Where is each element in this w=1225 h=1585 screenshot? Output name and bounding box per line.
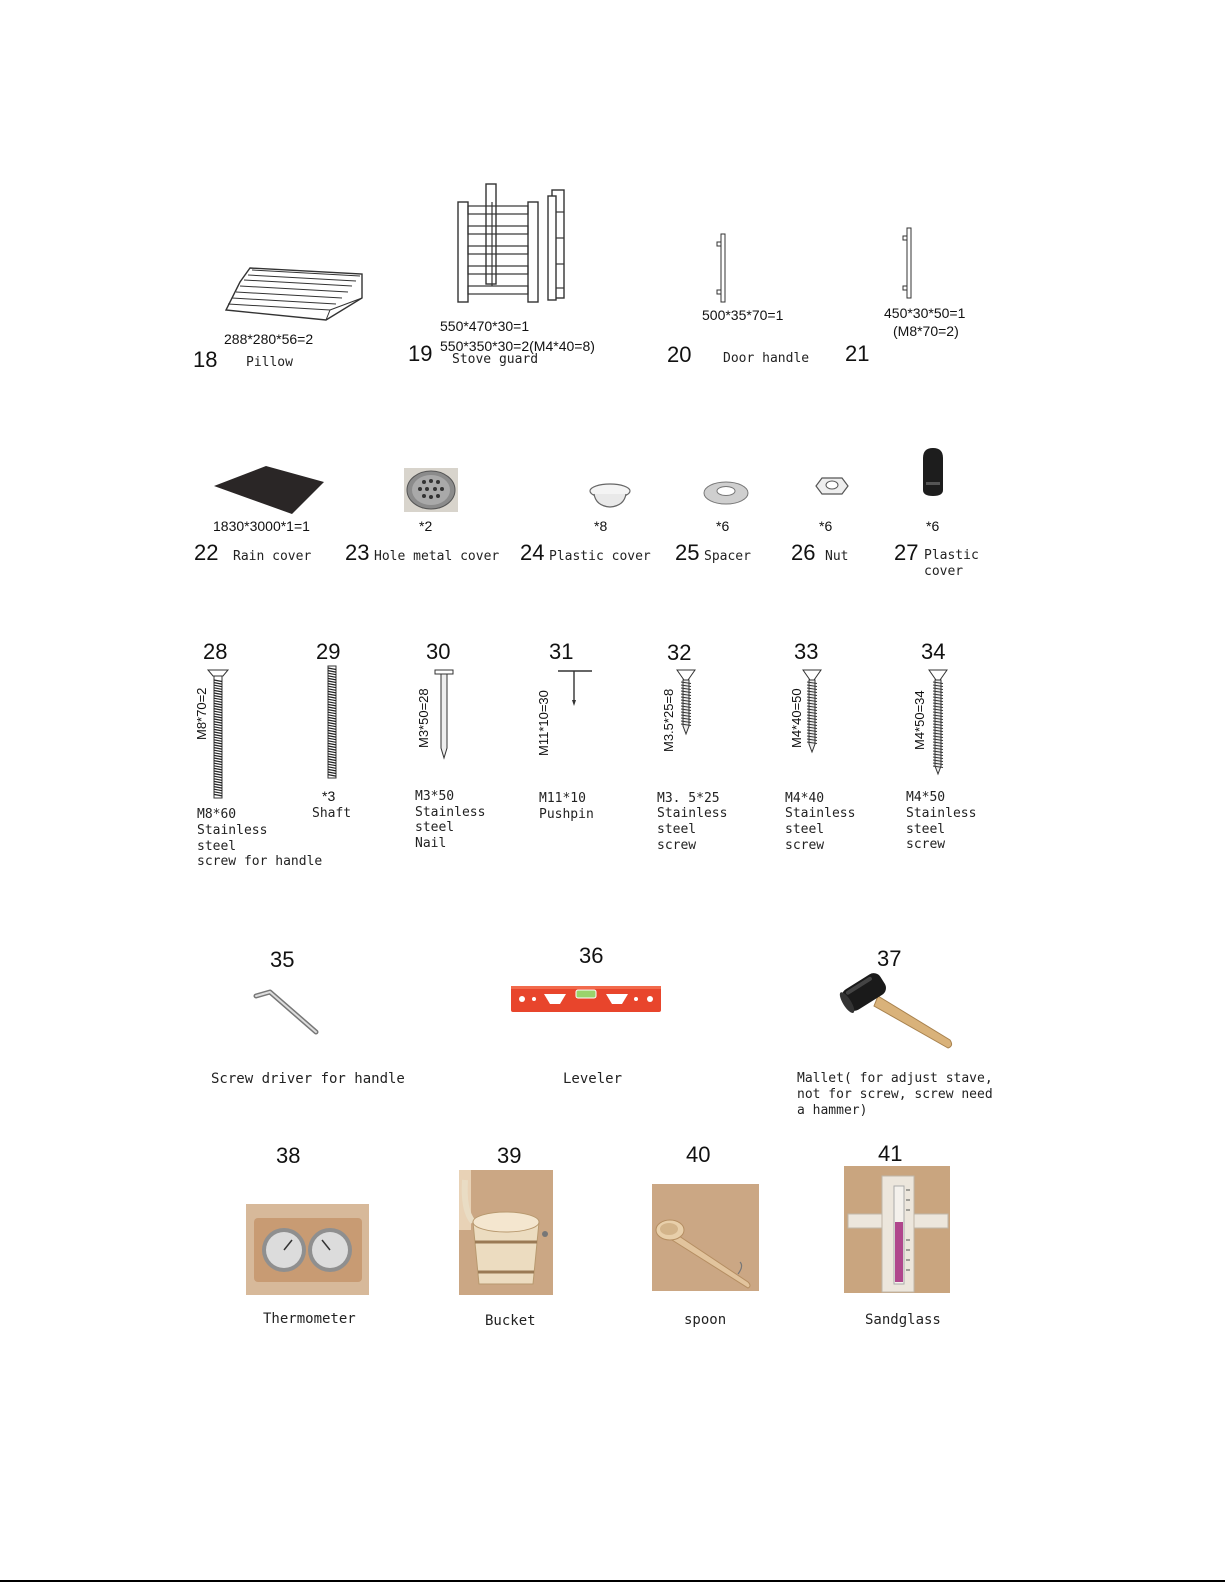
part-41-number: 41 — [878, 1141, 903, 1166]
part-38-name: Thermometer — [263, 1311, 356, 1327]
part-20-number: 20 — [667, 342, 692, 367]
part-35-name: Screw driver for handle — [211, 1071, 405, 1087]
part-36-name: Leveler — [563, 1071, 623, 1087]
sandglass-photo — [844, 1166, 950, 1293]
handle-icon — [902, 226, 916, 300]
page-bottom-rule — [0, 1580, 1225, 1582]
thermometer-photo — [246, 1204, 369, 1295]
part-32-vertical-dimension: M3.5*25=8 — [661, 688, 676, 752]
part-28-label-line-2: Stainless — [197, 823, 268, 838]
part-35-number: 35 — [270, 947, 295, 972]
plastic-cover-icon — [920, 446, 946, 498]
part-26-quantity: *6 — [819, 518, 833, 534]
part-28-vertical-dimension: M8*70=2 — [194, 687, 209, 740]
part-30-label-line-3: steel — [415, 820, 455, 835]
part-23-number: 23 — [345, 540, 370, 565]
part-18-name: Pillow — [246, 355, 293, 370]
part-39-name: Bucket — [485, 1313, 536, 1329]
part-34-number: 34 — [921, 639, 946, 664]
bucket-photo — [459, 1170, 553, 1295]
part-33-label-line-1: M4*40 — [785, 791, 825, 806]
plastic-cap-icon — [588, 482, 632, 510]
part-31-label-line-1: M11*10 — [539, 791, 586, 806]
part-21-dimension-1: 450*30*50=1 — [884, 305, 966, 321]
washer-icon — [702, 480, 750, 506]
part-27-quantity: *6 — [926, 518, 940, 534]
part-24-number: 24 — [520, 540, 545, 565]
part-34-label-line-3: steel — [906, 822, 946, 837]
part-29-name: Shaft — [312, 806, 352, 821]
part-19-dimension-1: 550*470*30=1 — [440, 318, 530, 334]
part-28-label-line-1: M8*60 — [197, 807, 237, 822]
shaft-icon — [326, 664, 338, 780]
spoon-photo — [652, 1184, 759, 1291]
part-34-label-line-2: Stainless — [906, 806, 977, 821]
screw-icon — [928, 668, 948, 776]
part-36-number: 36 — [579, 943, 604, 968]
part-30-vertical-dimension: M3*50=28 — [416, 688, 431, 748]
screw-icon — [802, 668, 822, 754]
part-19-dimension-2: 550*350*30=2(M4*40=8) — [440, 338, 595, 354]
part-38-number: 38 — [276, 1143, 301, 1168]
part-22-name: Rain cover — [233, 549, 312, 564]
bolt-icon — [206, 668, 230, 800]
part-32-label-line-4: screw — [657, 838, 697, 853]
part-37-label-line-3: a hammer) — [797, 1103, 868, 1118]
mallet-icon — [838, 968, 958, 1052]
part-33-vertical-dimension: M4*40=50 — [789, 688, 804, 748]
part-18-number: 18 — [193, 347, 218, 372]
part-19-number: 19 — [408, 341, 433, 366]
part-24-name: Plastic cover — [549, 549, 651, 564]
door-handle-icon — [716, 232, 730, 304]
pushpin-icon — [556, 668, 594, 708]
part-37-number: 37 — [877, 946, 902, 971]
rain-cover-icon — [212, 464, 326, 516]
part-22-number: 22 — [194, 540, 219, 565]
spirit-level-icon — [510, 984, 662, 1014]
part-18-dimension: 288*280*56=2 — [224, 331, 314, 347]
part-20-dimension: 500*35*70=1 — [702, 307, 784, 323]
part-28-number: 28 — [203, 639, 228, 664]
part-19-name: Stove guard — [452, 352, 539, 367]
part-33-label-line-4: screw — [785, 838, 825, 853]
part-34-label-line-1: M4*50 — [906, 790, 946, 805]
part-24-quantity: *8 — [594, 518, 608, 534]
part-22-dimension: 1830*3000*1=1 — [213, 518, 310, 534]
part-30-number: 30 — [426, 639, 451, 664]
part-25-name: Spacer — [704, 549, 751, 564]
part-25-number: 25 — [675, 540, 700, 565]
pillow-icon — [222, 262, 366, 322]
part-40-name: spoon — [684, 1312, 727, 1328]
part-30-label-line-2: Stainless — [415, 805, 486, 820]
part-33-label-line-3: steel — [785, 822, 825, 837]
part-21-number: 21 — [845, 341, 870, 366]
part-21-dimension-2: (M8*70=2) — [893, 323, 959, 339]
nut-icon — [814, 474, 850, 498]
part-26-number: 26 — [791, 540, 816, 565]
part-32-label-line-3: steel — [657, 822, 697, 837]
part-23-quantity: *2 — [419, 518, 433, 534]
nail-icon — [434, 668, 454, 760]
part-31-label-line-2: Pushpin — [539, 807, 594, 822]
part-26-name: Nut — [825, 549, 849, 564]
part-34-vertical-dimension: M4*50=34 — [912, 690, 927, 750]
part-33-number: 33 — [794, 639, 819, 664]
part-41-name: Sandglass — [865, 1312, 941, 1328]
part-37-label-line-1: Mallet( for adjust stave, — [797, 1071, 993, 1086]
part-27-number: 27 — [894, 540, 919, 565]
part-33-label-line-2: Stainless — [785, 806, 856, 821]
part-29-number: 29 — [316, 639, 341, 664]
stove-guard-icon — [452, 182, 576, 304]
part-23-name: Hole metal cover — [374, 549, 500, 564]
part-28-label-line-4: screw for handle — [197, 854, 323, 869]
part-31-vertical-dimension: M11*10=30 — [536, 690, 551, 756]
part-30-label-line-1: M3*50 — [415, 789, 455, 804]
part-29-quantity: *3 — [322, 788, 336, 804]
part-39-number: 39 — [497, 1143, 522, 1168]
part-25-quantity: *6 — [716, 518, 730, 534]
hole-metal-cover-icon — [404, 468, 458, 512]
part-27-name-line-1: Plastic — [924, 548, 979, 563]
part-32-label-line-2: Stainless — [657, 806, 728, 821]
part-20-name: Door handle — [723, 351, 810, 366]
part-30-label-line-4: Nail — [415, 836, 447, 851]
part-31-number: 31 — [549, 639, 574, 664]
part-40-number: 40 — [686, 1142, 711, 1167]
hex-key-icon — [252, 988, 322, 1040]
part-27-name-line-2: cover — [924, 564, 964, 579]
part-34-label-line-4: screw — [906, 837, 946, 852]
screw-icon — [676, 668, 696, 736]
part-28-label-line-3: steel — [197, 839, 237, 854]
part-32-label-line-1: M3. 5*25 — [657, 791, 720, 806]
part-37-label-line-2: not for screw, screw need — [797, 1087, 993, 1102]
part-32-number: 32 — [667, 640, 692, 665]
